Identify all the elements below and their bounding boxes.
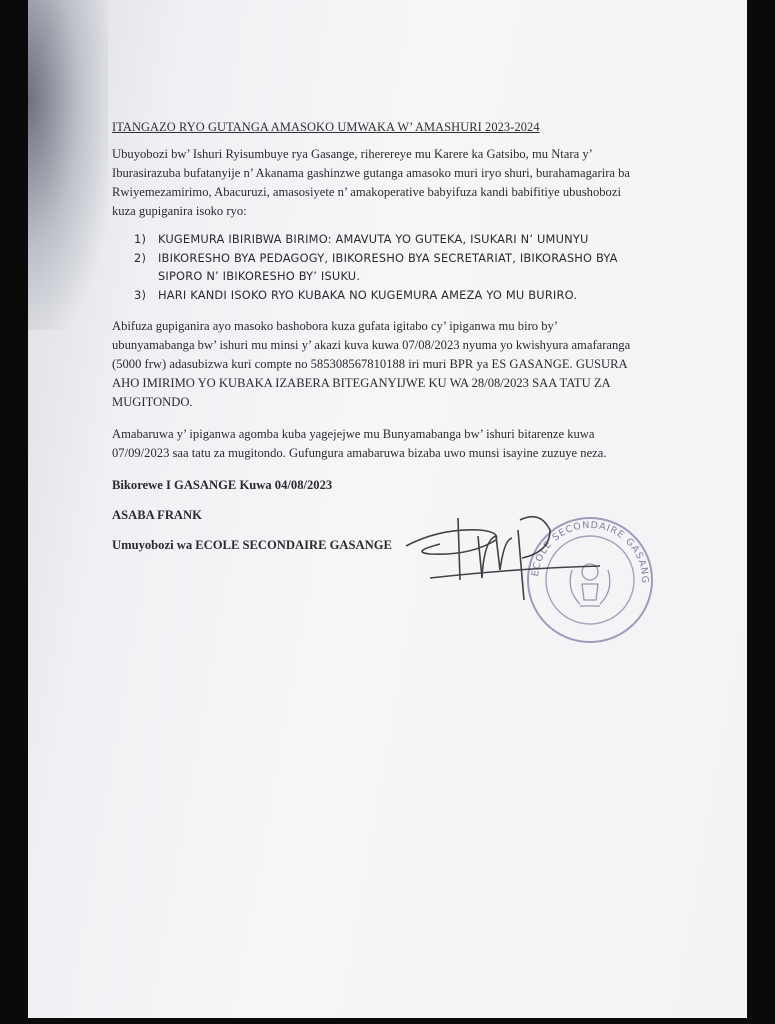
item-number: 3) (134, 288, 147, 302)
stamp-ring-text: ECOLE SECONDAIRE GASANG (530, 519, 651, 585)
emblem-icon (570, 564, 610, 606)
thumb-shadow (28, 0, 108, 330)
item-text: IBIKORESHO BYA PEDAGOGY, IBIKORESHO BYA SECRETARIAT, IBIKORASHO BYA SIPORO N’ IBIKORESHO BY’ ISUKU. (158, 251, 618, 283)
item-number: 1) (134, 232, 147, 246)
signatory-name: ASABA FRANK (112, 508, 202, 522)
notice-body (112, 118, 632, 566)
signatory-role: Umuyobozi wa ECOLE SECONDAIRE GASANGE (112, 538, 392, 552)
bid-document-paragraph: Abifuza gupiganira ayo masoko bashobora kuza gufata igitabo cy’ ipiganwa mu biro by’ ubunyamabanga bw’ ishuri mu minsi y’ akazi kuva kuwa 07/08/2023 nyuma yo kwishyura amafaranga (5000 frw) adasubizwa kuri compte no 585308567810188 iri muri BPR ya ES GASANGE. GUSURA AHO IMIRIMO YO KUBAKA IZABERA BITEGANYIJWE KU WA 28/08/2023 SAA TATU ZA MUGITONDO. (112, 319, 631, 409)
item-number: 2) (134, 251, 147, 265)
paper-sheet (28, 0, 747, 1018)
notice-title: ITANGAZO RYO GUTANGA AMASOKO UMWAKA W’ AMASHURI 2023-2024 (112, 120, 540, 134)
item-text: HARI KANDI ISOKO RYO KUBAKA NO KUGEMURA AMEZA YO MU BURIRO. (158, 288, 578, 302)
list-item (112, 286, 632, 304)
submission-paragraph: Amabaruwa y’ ipiganwa agomba kuba yagejejwe mu Bunyamabanga bw’ ishuri bitarenze kuwa 07/09/2023 saa tatu za mugitondo. Gufungura amabaruwa bizaba uwo munsi isayine zuzuye neza. (112, 427, 607, 460)
tender-items-list (112, 230, 632, 304)
signature-and-stamp (400, 500, 680, 670)
item-text: KUGEMURA IBIRIBWA BIRIMO: AMAVUTA YO GUTEKA, ISUKARI N’ UMUNYU (158, 232, 589, 246)
intro-paragraph: Ubuyobozi bw’ Ishuri Ryisumbuye rya Gasange, riherereye mu Karere ka Gatsibo, mu Ntara y’ Iburasirazuba bufatanyije n’ Akanama gashinzwe gutanga amasoko muri iryo shuri, burahamagarira ba Rwiyemezamirimo, Abacuruzi, amasosiyete n’ amakoperative babyifuza kandi babifitiye ubushobozi kuza gupiganira isoko ryo: (112, 147, 631, 218)
list-item (112, 230, 632, 248)
list-item (112, 249, 632, 285)
place-and-date: Bikorewe I GASANGE Kuwa 04/08/2023 (112, 478, 333, 492)
stamp-graphic (400, 500, 680, 670)
